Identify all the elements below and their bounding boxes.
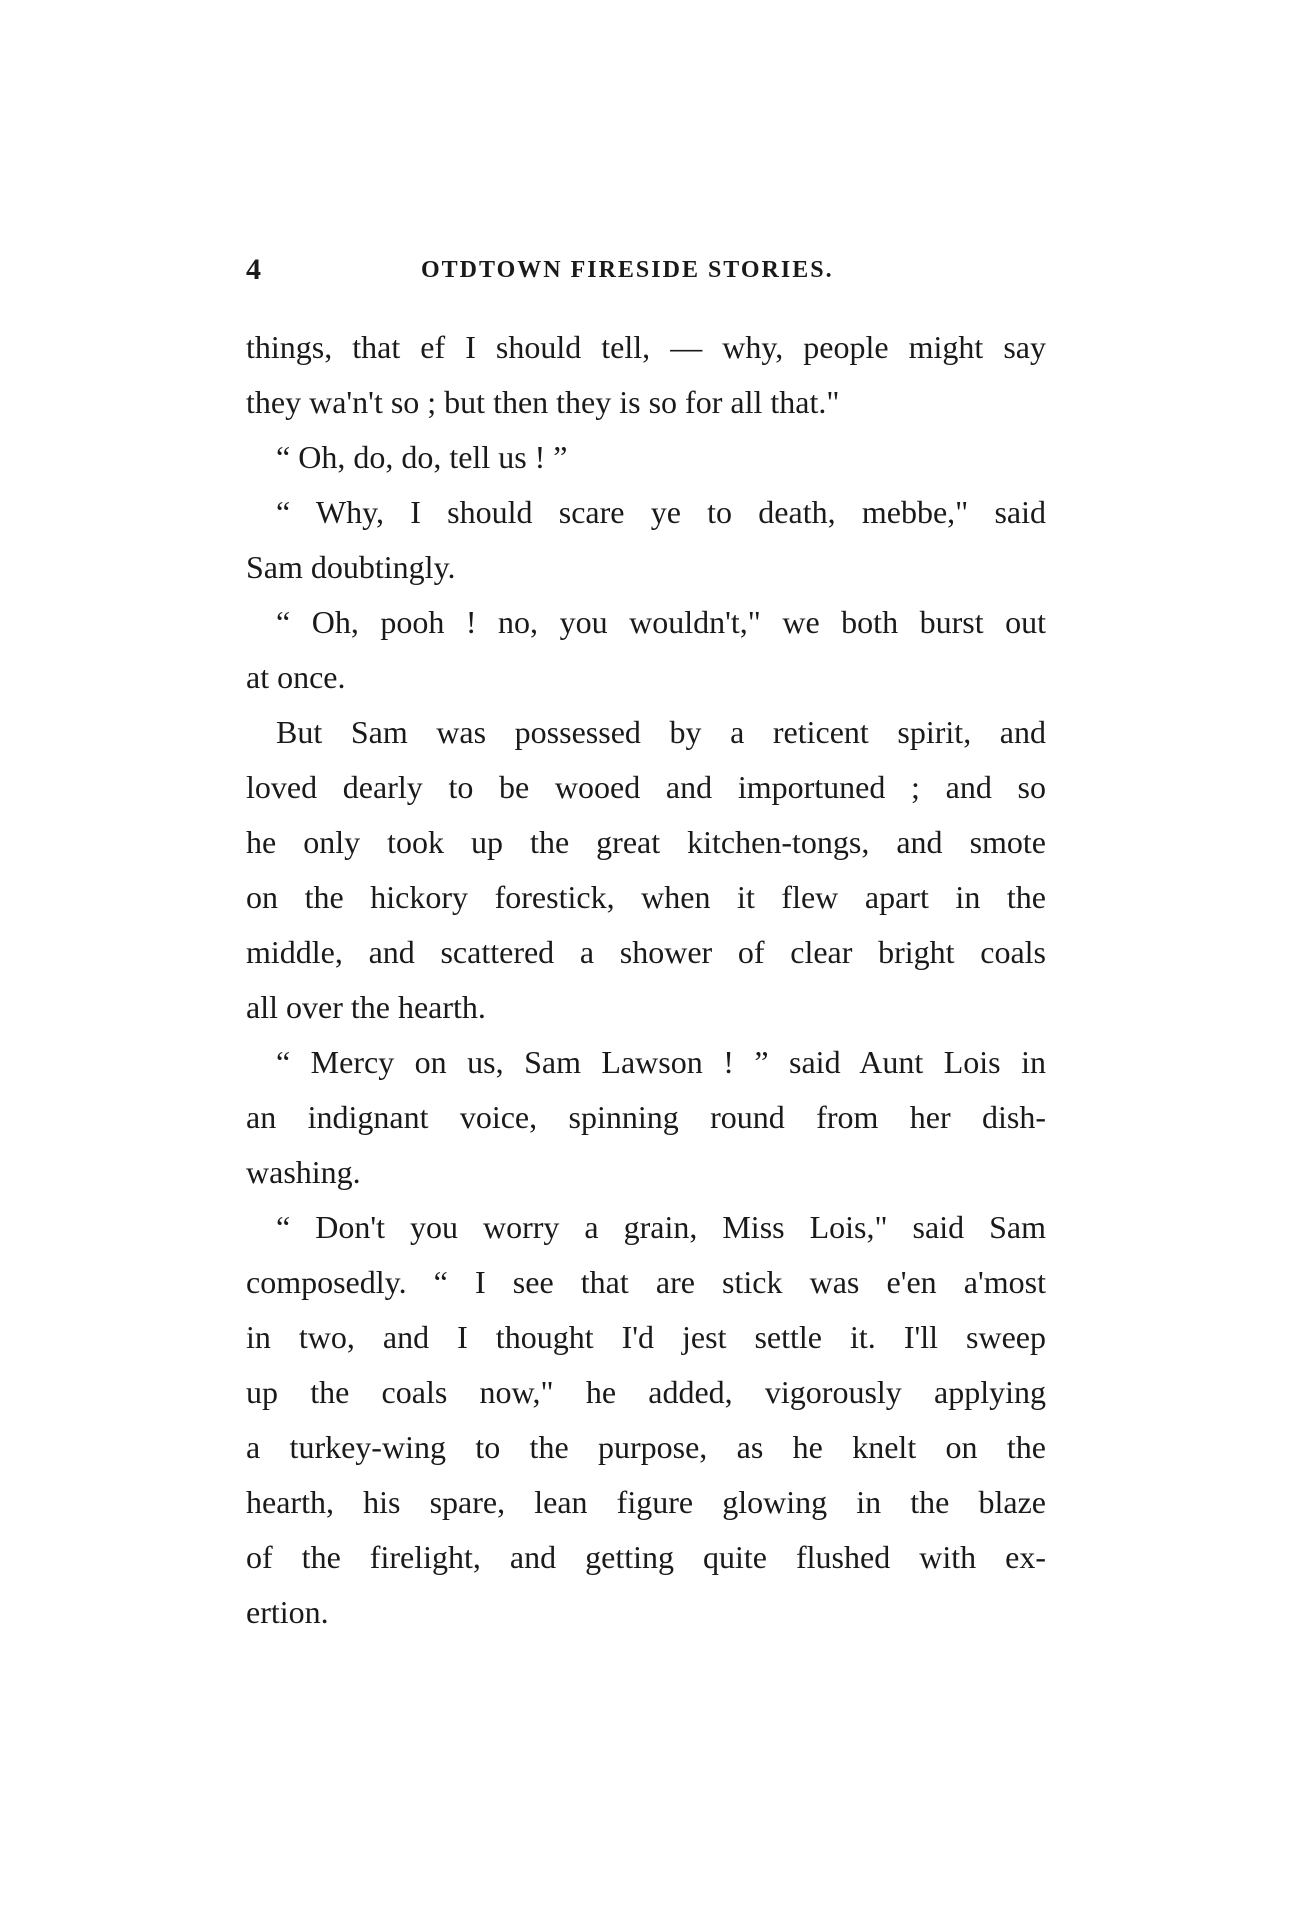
text-line: “ Oh, do, do, tell us ! ”	[276, 439, 568, 475]
text-line: “ Oh, pooh ! no, you wouldn't," we both burst out	[276, 604, 1046, 640]
text-line: in two, and I thought I'd jest settle it. I'll sweep	[246, 1319, 1046, 1355]
text-line: But Sam was possessed by a reticent spirit, and	[276, 714, 1046, 750]
text-line: composedly. “ I see that are stick was e'en a'most	[246, 1264, 1046, 1300]
text-line: at once.	[246, 659, 346, 695]
running-title: OTDTOWN FIRESIDE STORIES.	[421, 257, 834, 283]
text-line: up the coals now," he added, vigorously applying	[246, 1374, 1046, 1410]
text-line: they wa'n't so ; but then they is so for all that."	[246, 384, 840, 420]
page-number: 4	[246, 253, 261, 286]
text-line: ertion.	[246, 1594, 329, 1630]
text-line: middle, and scattered a shower of clear bright coals	[246, 934, 1046, 970]
text-line: “ Don't you worry a grain, Miss Lois," said Sam	[276, 1209, 1046, 1245]
text-line: all over the hearth.	[246, 989, 486, 1025]
text-line: he only took up the great kitchen-tongs, and smote	[246, 824, 1046, 860]
text-line: of the firelight, and getting quite flushed with ex-	[246, 1539, 1046, 1575]
text-line: on the hickory forestick, when it flew apart in the	[246, 879, 1046, 915]
text-line: loved dearly to be wooed and importuned ; and so	[246, 769, 1046, 805]
text-line: things, that ef I should tell, — why, people might say	[246, 329, 1046, 365]
text-line: a turkey-wing to the purpose, as he knelt on the	[246, 1429, 1046, 1465]
text-line: “ Mercy on us, Sam Lawson ! ” said Aunt Lois in	[276, 1044, 1046, 1080]
text-line: washing.	[246, 1154, 361, 1190]
text-line: “ Why, I should scare ye to death, mebbe," said	[276, 494, 1046, 530]
text-line: an indignant voice, spinning round from her dish-	[246, 1099, 1046, 1135]
running-head	[246, 250, 1046, 290]
body-text	[246, 320, 1046, 1640]
text-line: hearth, his spare, lean figure glowing in the blaze	[246, 1484, 1046, 1520]
text-line: Sam doubtingly.	[246, 549, 456, 585]
